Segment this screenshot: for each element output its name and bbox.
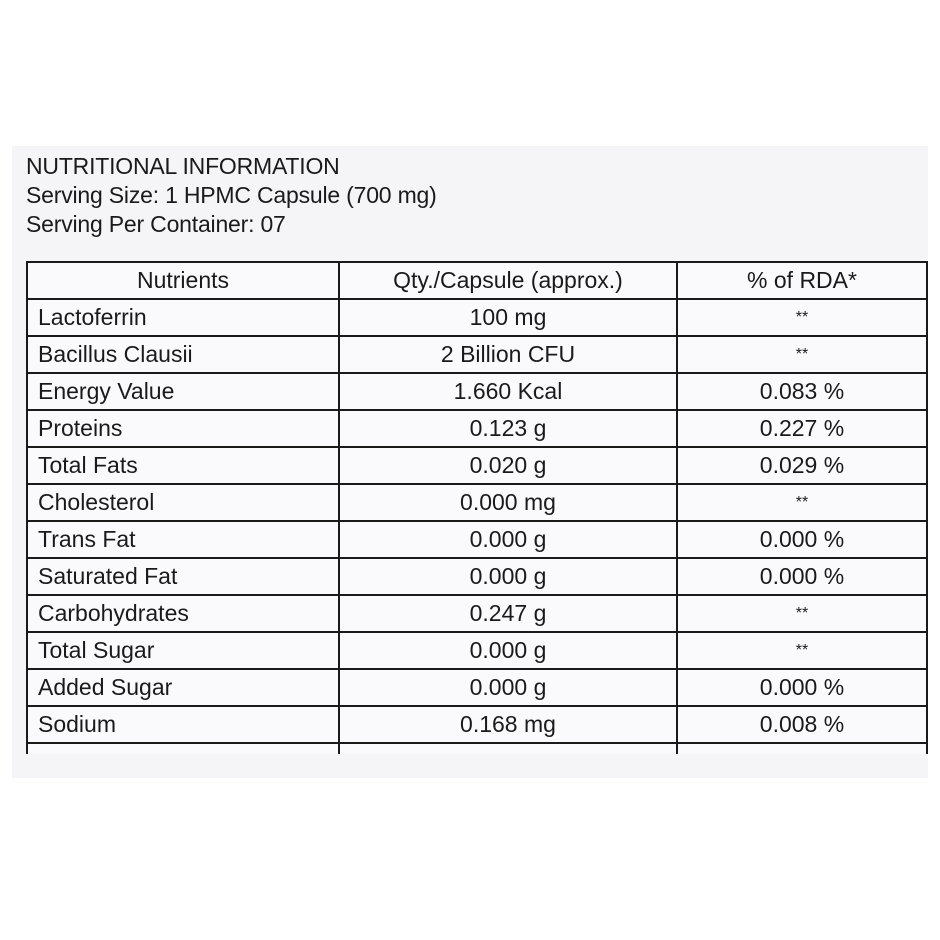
qty-cell: 0.000 g [339, 669, 677, 706]
table-row [27, 669, 927, 706]
nutrient-cell: Total Fats [27, 447, 339, 484]
nutrient-cell: Sodium [27, 706, 339, 743]
empty-cell [339, 743, 677, 754]
serving-size: Serving Size: 1 HPMC Capsule (700 mg) [26, 182, 437, 208]
table-body [27, 299, 927, 754]
nutrient-cell: Energy Value [27, 373, 339, 410]
qty-cell: 0.123 g [339, 410, 677, 447]
table-row [27, 558, 927, 595]
table-row [27, 484, 927, 521]
rda-cell: ** [677, 484, 927, 521]
rda-cell: ** [677, 632, 927, 669]
qty-cell: 1.660 Kcal [339, 373, 677, 410]
qty-cell: 0.000 g [339, 558, 677, 595]
table-header [27, 262, 927, 299]
column-header-nutrients: Nutrients [27, 262, 339, 299]
table-row [27, 373, 927, 410]
table-row [27, 299, 927, 336]
nutrient-cell: Lactoferrin [27, 299, 339, 336]
nutrition-table [26, 261, 928, 754]
rda-cell: 0.000 % [677, 521, 927, 558]
qty-cell: 0.000 g [339, 521, 677, 558]
table-row [27, 447, 927, 484]
qty-cell: 2 Billion CFU [339, 336, 677, 373]
table-row [27, 706, 927, 743]
label-title: NUTRITIONAL INFORMATION [26, 153, 340, 179]
label-header [26, 152, 437, 239]
rda-cell: 0.000 % [677, 558, 927, 595]
nutrient-cell: Saturated Fat [27, 558, 339, 595]
nutrient-cell: Added Sugar [27, 669, 339, 706]
table-row [27, 410, 927, 447]
qty-cell: 0.247 g [339, 595, 677, 632]
qty-cell: 0.000 g [339, 632, 677, 669]
nutrient-cell: Bacillus Clausii [27, 336, 339, 373]
column-header-rda: % of RDA* [677, 262, 927, 299]
table-row [27, 595, 927, 632]
qty-cell: 100 mg [339, 299, 677, 336]
qty-cell: 0.000 mg [339, 484, 677, 521]
rda-cell: 0.000 % [677, 669, 927, 706]
empty-cell [677, 743, 927, 754]
rda-cell: ** [677, 336, 927, 373]
table-row [27, 521, 927, 558]
rda-cell: 0.083 % [677, 373, 927, 410]
rda-cell: ** [677, 299, 927, 336]
empty-cell [27, 743, 339, 754]
qty-cell: 0.168 mg [339, 706, 677, 743]
table-row [27, 632, 927, 669]
nutrition-label [12, 146, 928, 778]
nutrient-cell: Cholesterol [27, 484, 339, 521]
nutrient-cell: Carbohydrates [27, 595, 339, 632]
rda-cell: 0.008 % [677, 706, 927, 743]
nutrient-cell: Proteins [27, 410, 339, 447]
table-row-cutoff [27, 743, 927, 754]
column-header-qty: Qty./Capsule (approx.) [339, 262, 677, 299]
nutrient-cell: Trans Fat [27, 521, 339, 558]
rda-cell: 0.029 % [677, 447, 927, 484]
rda-cell: ** [677, 595, 927, 632]
nutrient-cell: Total Sugar [27, 632, 339, 669]
servings-per-container: Serving Per Container: 07 [26, 211, 286, 237]
table-row [27, 336, 927, 373]
rda-cell: 0.227 % [677, 410, 927, 447]
qty-cell: 0.020 g [339, 447, 677, 484]
table-header-row [27, 262, 927, 299]
